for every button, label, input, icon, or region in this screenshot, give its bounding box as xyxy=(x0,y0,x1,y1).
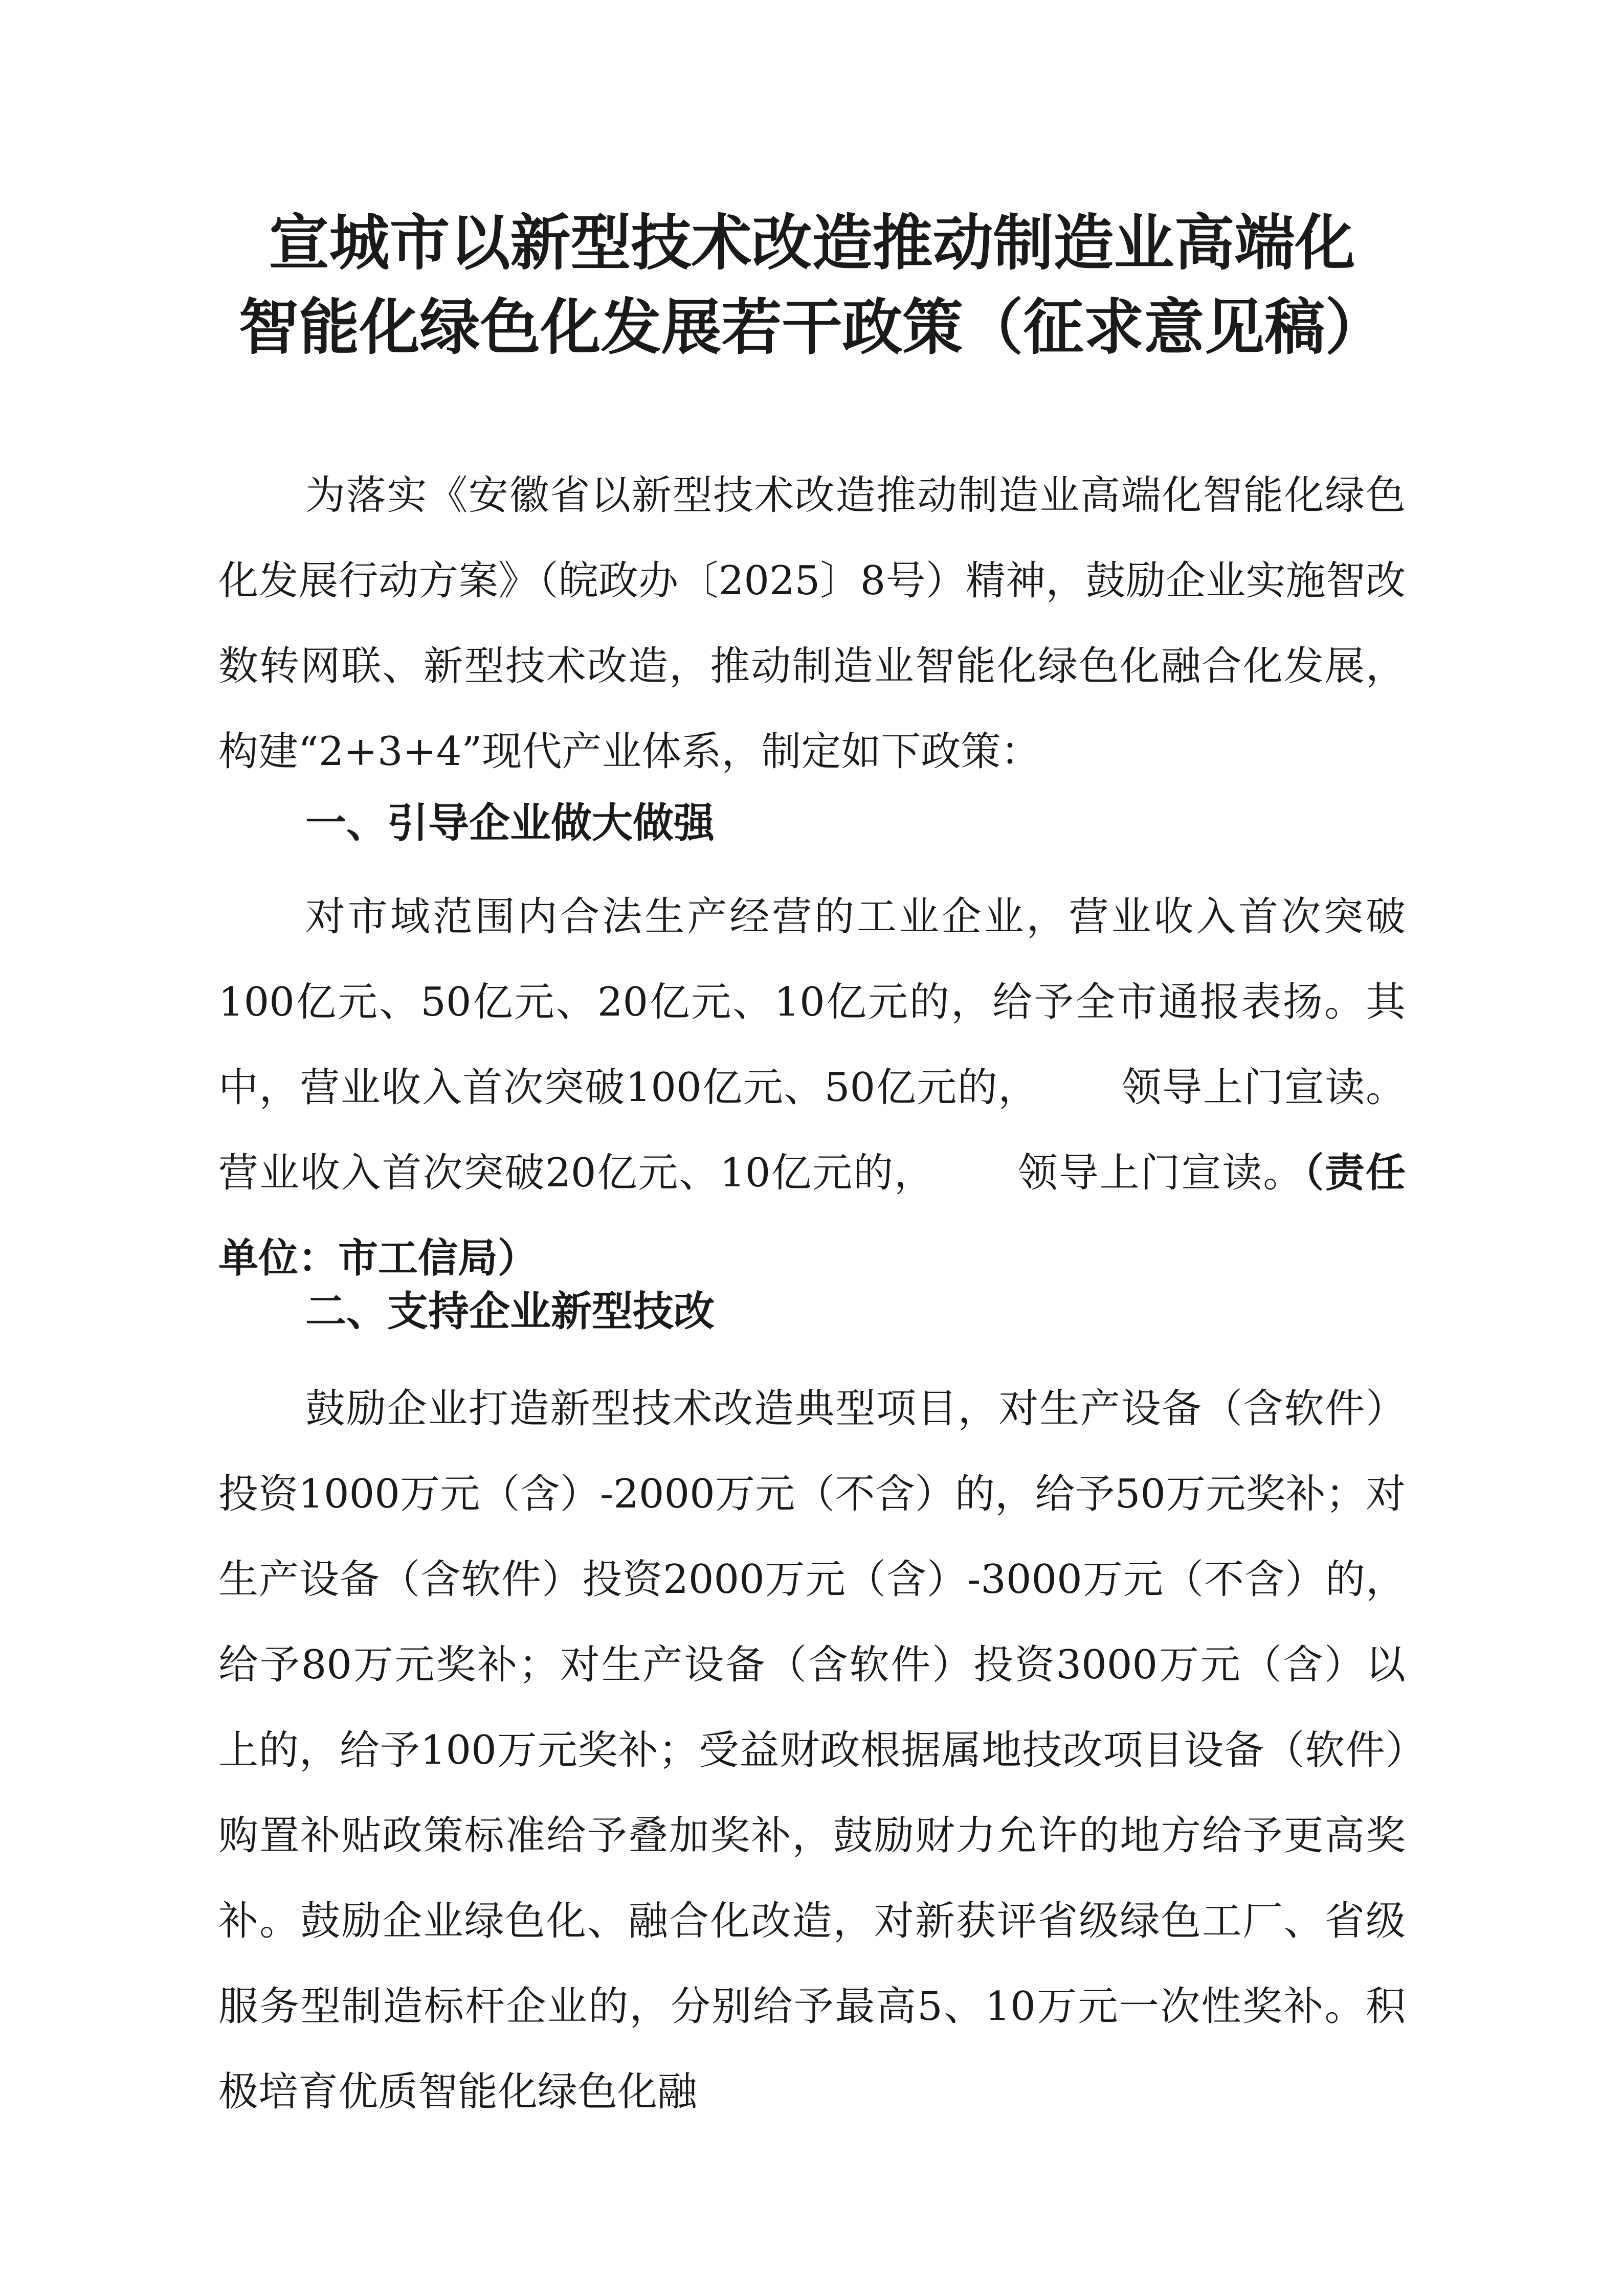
section-1-text-b: 领导上门宣读。营业收入首次突破20亿元、10亿元的， xyxy=(218,1065,1406,1196)
section-1-paragraph xyxy=(218,874,1406,1301)
section-heading-1: 一、引导企业做大做强 xyxy=(305,799,715,847)
section-2-paragraph: 鼓励企业打造新型技术改造典型项目，对生产设备（含软件）投资1000万元（含）-2000万元（不含）的，给予50万元奖补；对生产设备（含软件）投资2000万元（含）-3000万元（不含）的，给予80万元奖补；对生产设备（含软件）投资3000万元（含）以上的，给予100万元奖补；受益财政根据属地技改项目设备（软件）购置补贴政策标准给予叠加奖补，鼓励财力允许的地方给予更高奖补。鼓励企业绿色化、融合化改造，对新获评省级绿色工厂、省级服务型制造标杆企业的，分别给予最高5、10万元一次性奖补。积极培育优质智能化绿色化融 xyxy=(218,1386,1406,2115)
document-title-line-2: 智能化绿色化发展若干政策（征求意见稿） xyxy=(238,291,1386,363)
section-1-text-c: 领导上门宣读。 xyxy=(1016,1150,1304,1196)
intro-paragraph: 为落实《安徽省以新型技术改造推动制造业高端化智能化绿色化发展行动方案》（皖政办〔2025〕8号）精神，鼓励企业实施智改数转网联、新型技术改造，推动制造业智能化绿色化融合化发展，构建“2+3+4”现代产业体系，制定如下政策： xyxy=(218,472,1406,775)
section-1-text-a: 对市域范围内合法生产经营的工业企业，营业收入首次突破100亿元、50亿元、20亿元、10亿元的，给予全市通报表扬。其中，营业收入首次突破100亿元、50亿元的， xyxy=(218,894,1406,1111)
responsibility-note: （责任单位：市工信局） xyxy=(218,1150,1406,1281)
section-heading-2: 二、支持企业新型技改 xyxy=(305,1288,715,1335)
document-title-line-1: 宣城市以新型技术改造推动制造业高端化 xyxy=(269,207,1355,278)
